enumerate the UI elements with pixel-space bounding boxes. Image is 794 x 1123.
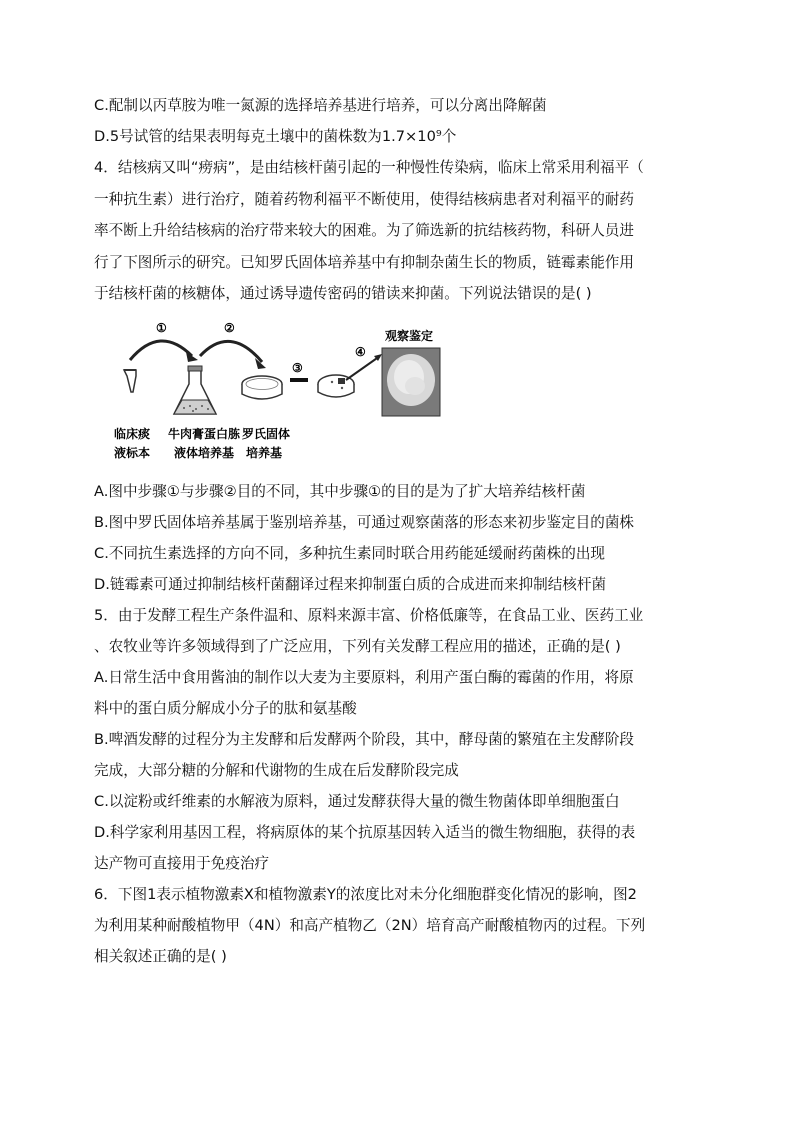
question-4-line-2: 一种抗生素）进行治疗，随着药物利福平不断使用，使得结核病患者对利福平的耐药	[94, 191, 634, 208]
option-d-q5-line-2: 达产物可直接用于免疫治疗	[94, 855, 270, 872]
solid-medium-label-line-1: 罗氏固体	[242, 427, 291, 441]
sample-label-line-1: 临床痰	[114, 427, 151, 441]
step-2-label: ②	[224, 321, 235, 335]
arrow-step-1	[130, 341, 192, 360]
option-d-q3: D.5号试管的结果表明每克土壤中的菌株数为1.7×10⁹个	[94, 128, 457, 145]
option-a-q5-line-2: 料中的蛋白质分解成小分子的肽和氨基酸	[94, 700, 357, 717]
liquid-medium-label-line-1: 牛肉膏蛋白胨	[168, 427, 241, 441]
solid-medium-label-line-2: 培养基	[246, 446, 283, 460]
liquid-medium-label-line-2: 液体培养基	[174, 446, 235, 460]
step-4-label: ④	[355, 345, 366, 359]
test-tube-icon	[124, 370, 136, 392]
observe-label: 观察鉴定	[385, 329, 434, 343]
step-1-label: ①	[156, 321, 167, 335]
option-b-q5-line-2: 完成，大部分糖的分解和代谢物的生成在后发酵阶段完成	[94, 762, 459, 779]
option-c-q5: C.以淀粉或纤维素的水解液为原料，通过发酵获得大量的微生物菌体即单细胞蛋白	[94, 793, 620, 810]
arrow-step-2	[200, 341, 262, 362]
option-d-q5-line-1: D.科学家利用基因工程，将病原体的某个抗原基因转入适当的微生物细胞，获得的表	[94, 824, 636, 841]
option-c-q4: C.不同抗生素选择的方向不同，多种抗生素同时联合用药能延缓耐药菌株的出现	[94, 545, 606, 562]
experiment-figure	[112, 322, 442, 466]
question-4-line-5: 于结核杆菌的核糖体，通过诱导遗传密码的错读来抑菌。下列说法错误的是( )	[94, 285, 592, 302]
arrow-head-1	[186, 352, 198, 362]
question-6-line-2: 为利用某种耐酸植物甲（4N）和高产植物乙（2N）培育高产耐酸植物丙的过程。下列	[94, 917, 646, 934]
step-3-label: ③	[292, 361, 303, 375]
question-4-line-3: 率不断上升给结核病的治疗带来较大的困难。为了筛选新的抗结核药物，科研人员进	[94, 222, 634, 239]
option-b-q5-line-1: B.啤酒发酵的过程分为主发酵和后发酵两个阶段，其中，酵母菌的繁殖在主发酵阶段	[94, 731, 635, 748]
question-5-line-2: 、农牧业等许多领域得到了广泛应用，下列有关发酵工程应用的描述，正确的是( )	[94, 638, 621, 655]
option-a-q4: A.图中步骤①与步骤②目的不同，其中步骤①的目的是为了扩大培养结核杆菌	[94, 483, 586, 500]
option-c-q3: C.配制以丙草胺为唯一氮源的选择培养基进行培养，可以分离出降解菌	[94, 97, 547, 114]
option-d-q4: D.链霉素可通过抑制结核杆菌翻译过程来抑制蛋白质的合成进而来抑制结核杆菌	[94, 576, 607, 593]
question-6-line-1: 6．下图1表示植物激素X和植物激素Y的浓度比对未分化细胞群变化情况的影响，图2	[94, 886, 637, 903]
sample-label-line-2: 液标本	[114, 446, 151, 460]
question-4-line-4: 行了下图所示的研究。已知罗氏固体培养基中有抑制杂菌生长的物质，链霉素能作用	[94, 254, 634, 271]
option-b-q4: B.图中罗氏固体培养基属于鉴别培养基，可通过观察菌落的形态来初步鉴定目的菌株	[94, 514, 635, 531]
question-4-line-1: 4．结核病又叫“痨病”，是由结核杆菌引起的一种慢性传染病，临床上常采用利福平（	[94, 159, 644, 176]
question-6-line-3: 相关叙述正确的是( )	[94, 948, 227, 965]
question-5-line-1: 5．由于发酵工程生产条件温和、原料来源丰富、价格低廉等，在食品工业、医药工业	[94, 607, 644, 624]
option-a-q5-line-1: A.日常生活中食用酱油的制作以大麦为主要原料，利用产蛋白酶的霉菌的作用，将原	[94, 669, 634, 686]
